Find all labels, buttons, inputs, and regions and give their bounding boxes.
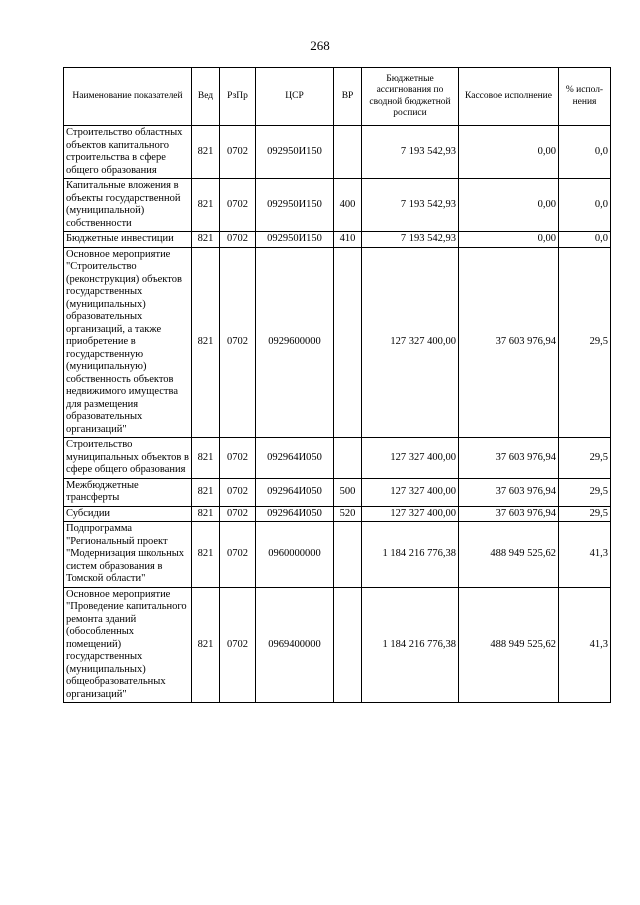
row-cash: 37 603 976,94: [459, 506, 559, 522]
row-rzpr: 0702: [220, 247, 256, 438]
row-name: Основное мероприятие "Проведение капитального ремонта зданий (обособленных помещений) государственных (муниципальных) общеобразовательных организаций": [64, 587, 192, 703]
table-row: [64, 247, 611, 438]
row-csr: 092950И150: [256, 179, 334, 232]
row-rzpr: 0702: [220, 232, 256, 248]
row-rzpr: 0702: [220, 506, 256, 522]
table-header-row: [64, 68, 611, 126]
row-rzpr: 0702: [220, 522, 256, 588]
row-vr: [334, 438, 362, 479]
row-name: Капитальные вложения в объекты государственной (муниципальной) собственности: [64, 179, 192, 232]
row-budget: 1 184 216 776,38: [362, 522, 459, 588]
row-percent: 29,5: [559, 438, 611, 479]
row-cash: 37 603 976,94: [459, 478, 559, 506]
row-csr: 092964И050: [256, 506, 334, 522]
row-budget: 127 327 400,00: [362, 247, 459, 438]
row-rzpr: 0702: [220, 478, 256, 506]
row-rzpr: 0702: [220, 179, 256, 232]
row-budget: 127 327 400,00: [362, 438, 459, 479]
header-vr: ВР: [334, 68, 362, 126]
row-cash: 0,00: [459, 126, 559, 179]
row-budget: 7 193 542,93: [362, 179, 459, 232]
row-percent: 0,0: [559, 126, 611, 179]
row-percent: 29,5: [559, 247, 611, 438]
header-budget: Бюджетные ассигнования по сводной бюджетной росписи: [362, 68, 459, 126]
row-csr: 092950И150: [256, 126, 334, 179]
row-rzpr: 0702: [220, 438, 256, 479]
row-ved: 821: [192, 478, 220, 506]
row-ved: 821: [192, 247, 220, 438]
row-budget: 1 184 216 776,38: [362, 587, 459, 703]
table-row: [64, 179, 611, 232]
header-rzpr: РзПр: [220, 68, 256, 126]
row-percent: 29,5: [559, 478, 611, 506]
table-row: [64, 522, 611, 588]
table-row: [64, 506, 611, 522]
page-number: 268: [310, 38, 330, 53]
row-ved: 821: [192, 522, 220, 588]
header-cash: Кассовое исполнение: [459, 68, 559, 126]
row-vr: 410: [334, 232, 362, 248]
row-percent: 0,0: [559, 232, 611, 248]
table-row: [64, 126, 611, 179]
header-percent: % испол-нения: [559, 68, 611, 126]
table-row: [64, 232, 611, 248]
row-budget: 7 193 542,93: [362, 232, 459, 248]
row-csr: 092964И050: [256, 478, 334, 506]
row-vr: [334, 126, 362, 179]
row-csr: 0929600000: [256, 247, 334, 438]
row-budget: 127 327 400,00: [362, 506, 459, 522]
row-ved: 821: [192, 438, 220, 479]
row-cash: 37 603 976,94: [459, 438, 559, 479]
header-name: Наименование показателей: [64, 68, 192, 126]
row-percent: 29,5: [559, 506, 611, 522]
table-row: [64, 478, 611, 506]
row-vr: 500: [334, 478, 362, 506]
header-csr: ЦСР: [256, 68, 334, 126]
row-percent: 41,3: [559, 522, 611, 588]
row-name: Подпрограмма "Региональный проект "Модернизация школьных систем образования в Томской области": [64, 522, 192, 588]
row-cash: 0,00: [459, 179, 559, 232]
header-ved: Вед: [192, 68, 220, 126]
row-ved: 821: [192, 587, 220, 703]
row-ved: 821: [192, 179, 220, 232]
row-name: Субсидии: [64, 506, 192, 522]
row-csr: 092964И050: [256, 438, 334, 479]
row-cash: 0,00: [459, 232, 559, 248]
row-name: Основное мероприятие "Строительство (реконструкция) объектов государственных (муниципальных) образовательных организаций, а также приобретение в государственную (муниципальную) собственность объектов недвижимого имущества для размещения образовательных организаций": [64, 247, 192, 438]
row-vr: [334, 247, 362, 438]
row-ved: 821: [192, 126, 220, 179]
row-ved: 821: [192, 506, 220, 522]
row-rzpr: 0702: [220, 126, 256, 179]
budget-table: [63, 67, 611, 703]
row-cash: 488 949 525,62: [459, 522, 559, 588]
table-row: [64, 587, 611, 703]
row-rzpr: 0702: [220, 587, 256, 703]
table-row: [64, 438, 611, 479]
row-ved: 821: [192, 232, 220, 248]
row-csr: 0960000000: [256, 522, 334, 588]
row-budget: 7 193 542,93: [362, 126, 459, 179]
row-name: Бюджетные инвестиции: [64, 232, 192, 248]
row-vr: [334, 587, 362, 703]
row-cash: 37 603 976,94: [459, 247, 559, 438]
row-csr: 0969400000: [256, 587, 334, 703]
row-name: Строительство муниципальных объектов в сфере общего образования: [64, 438, 192, 479]
row-vr: 400: [334, 179, 362, 232]
row-name: Межбюджетные трансферты: [64, 478, 192, 506]
row-csr: 092950И150: [256, 232, 334, 248]
row-name: Строительство областных объектов капитального строительства в сфере общего образования: [64, 126, 192, 179]
row-percent: 41,3: [559, 587, 611, 703]
row-cash: 488 949 525,62: [459, 587, 559, 703]
row-budget: 127 327 400,00: [362, 478, 459, 506]
row-percent: 0,0: [559, 179, 611, 232]
row-vr: 520: [334, 506, 362, 522]
row-vr: [334, 522, 362, 588]
